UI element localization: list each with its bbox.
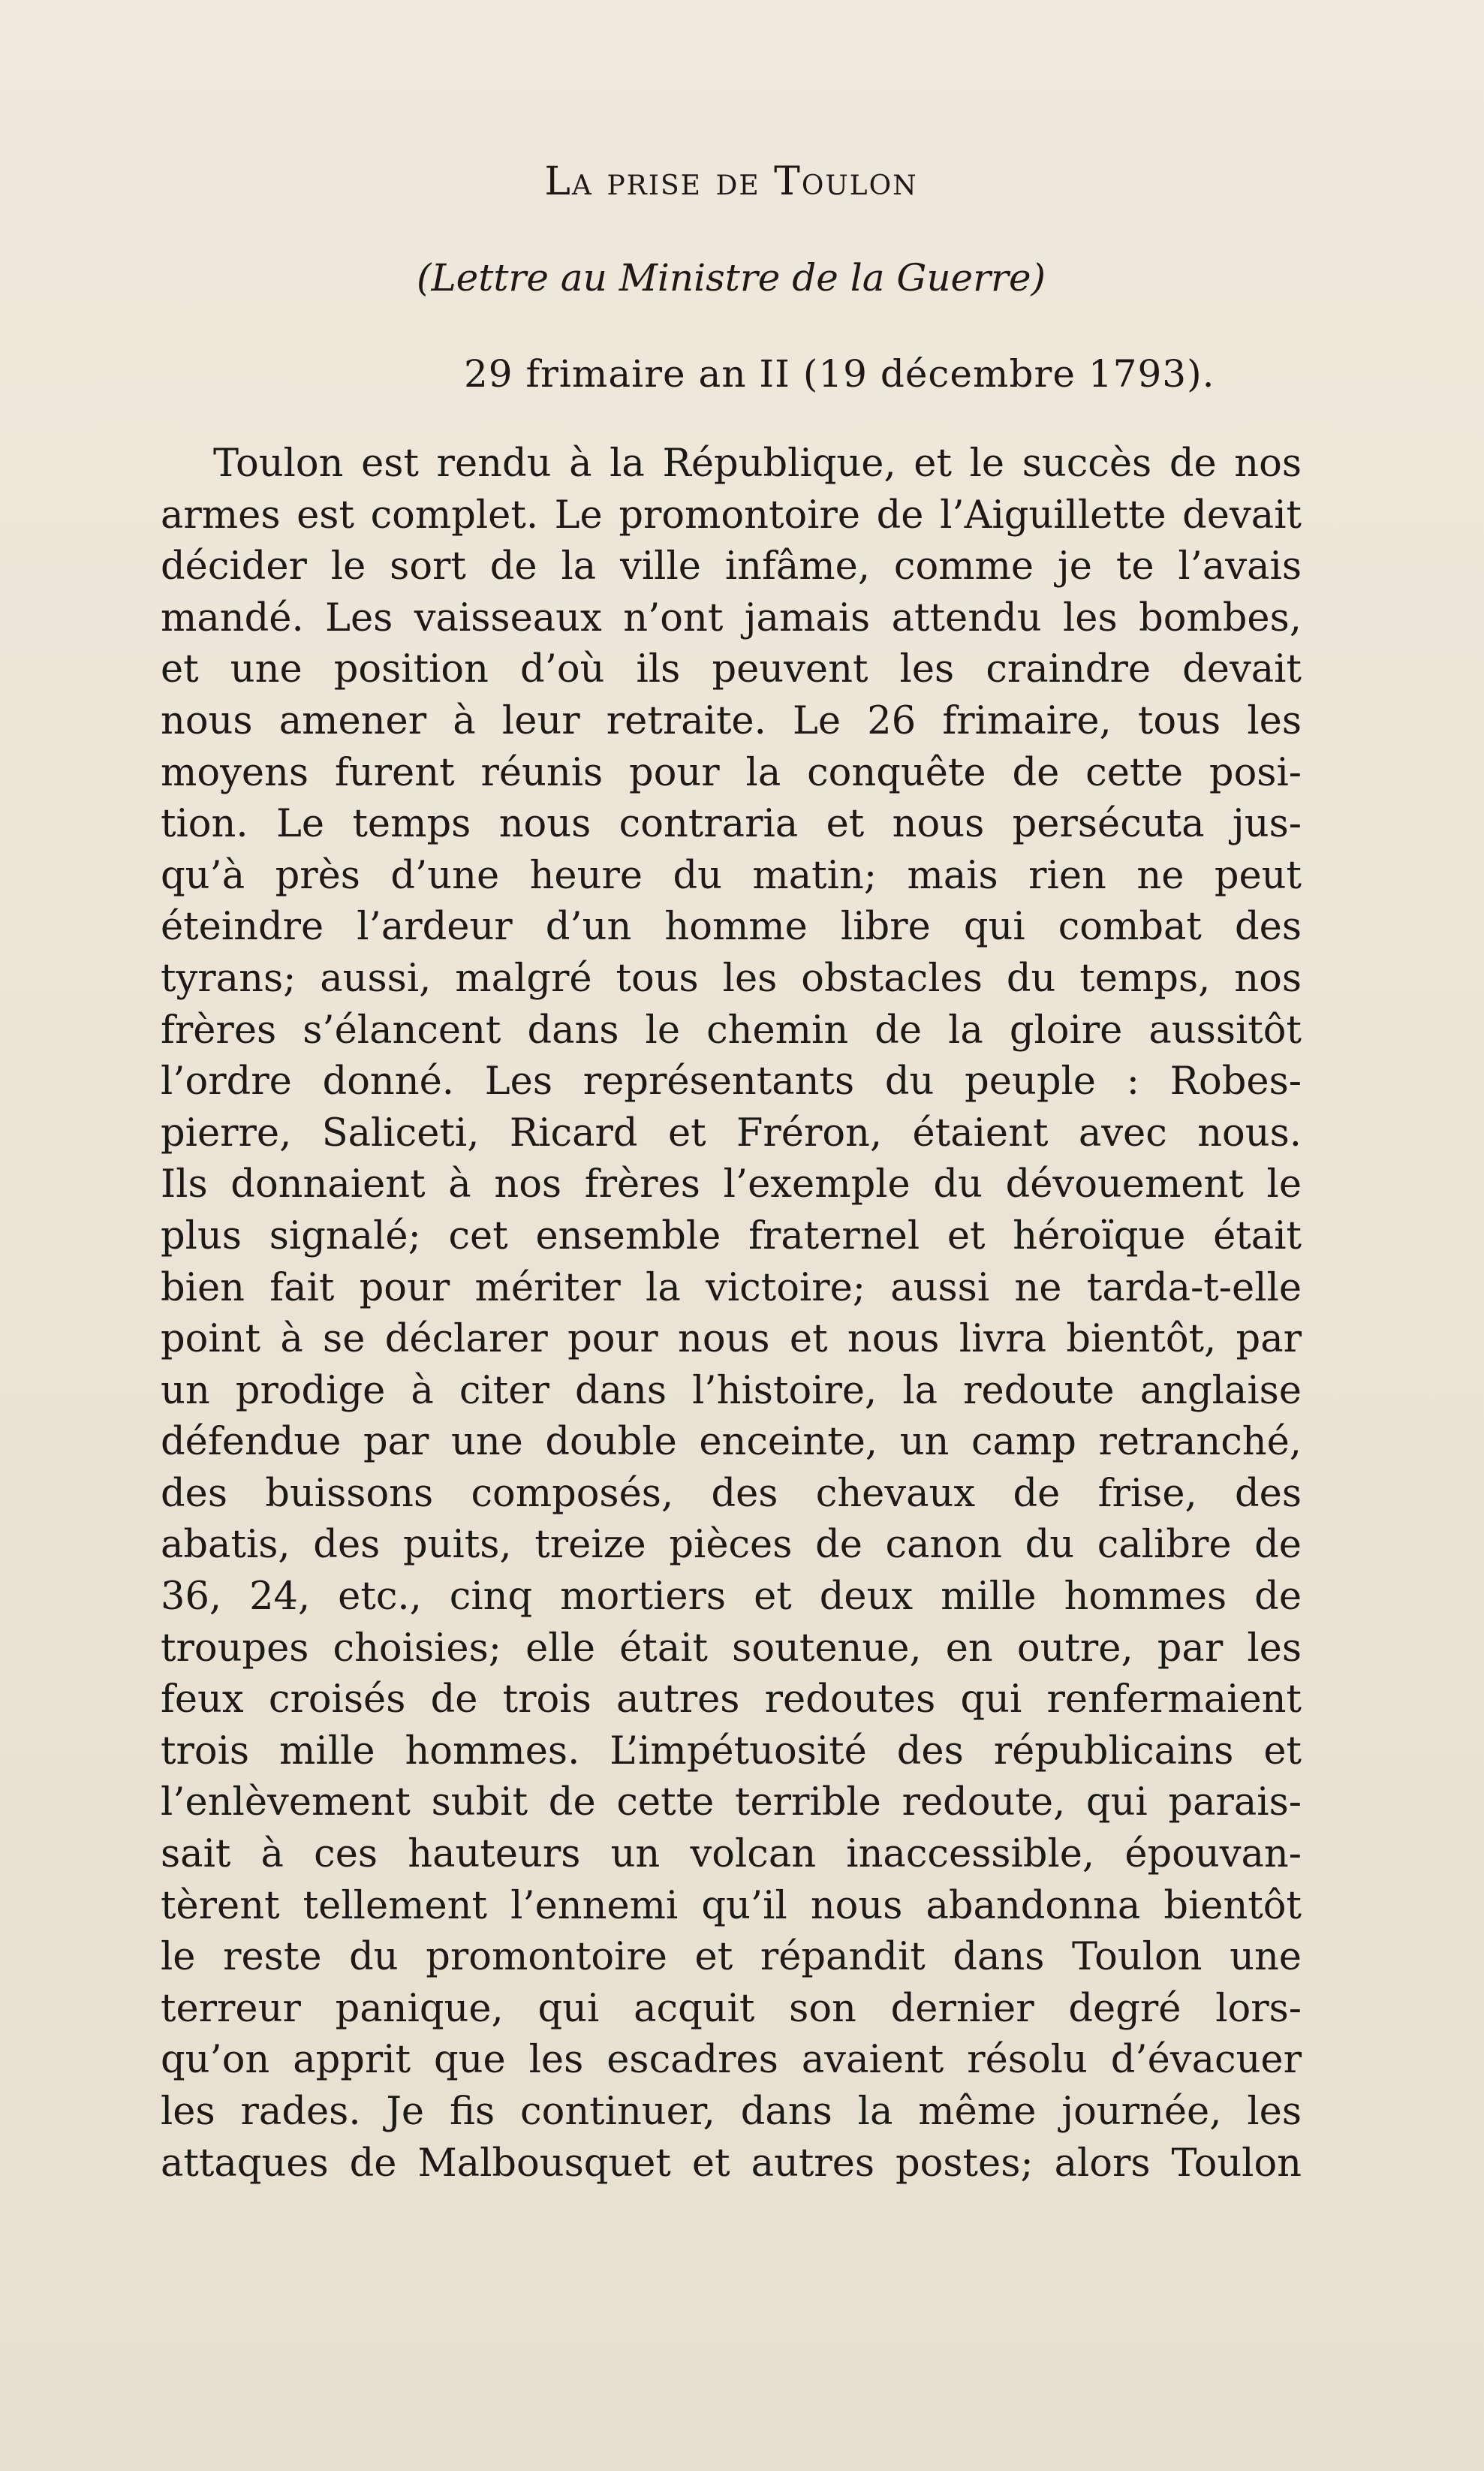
text-line: mandé. Les vaisseaux n’ont jamais attendu les bombes, <box>161 595 1302 640</box>
text-line: point à se déclarer pour nous et nous livra bientôt, par <box>161 1317 1302 1362</box>
text-line: bien fait pour mériter la victoire; aussi ne tarda-t-elle <box>161 1265 1302 1310</box>
text-line: et une position d’où ils peuvent les craindre devait <box>161 647 1302 692</box>
text-line: pierre, Saliceti, Ricard et Fréron, étaient avec nous. <box>161 1110 1302 1156</box>
text-line: armes est complet. Le promontoire de l’Aiguillette devait <box>161 493 1302 538</box>
text-line: des buissons composés, des chevaux de frise, des <box>161 1471 1302 1516</box>
text-line: nous amener à leur retraite. Le 26 frimaire, tous les <box>161 698 1302 743</box>
text-line: le reste du promontoire et répandit dans Toulon une <box>161 1935 1302 1980</box>
text-line: l’ordre donné. Les représentants du peuple : Robes- <box>161 1059 1302 1104</box>
chapter-subtitle: (Lettre au Ministre de la Guerre) <box>416 256 1046 300</box>
text-line: tyrans; aussi, malgré tous les obstacles du temps, nos <box>161 956 1302 1001</box>
page-content <box>161 150 1302 2189</box>
text-line: troupes choisies; elle était soutenue, en outre, par les <box>161 1626 1302 1671</box>
text-line: tèrent tellement l’ennemi qu’il nous abandonna bientôt <box>161 1883 1302 1928</box>
text-line: terreur panique, qui acquit son dernier degré lors- <box>161 1986 1302 2031</box>
text-line: attaques de Malbousquet et autres postes; alors Toulon <box>161 2141 1302 2186</box>
text-line: 36, 24, etc., cinq mortiers et deux mille hommes de <box>161 1575 1302 1620</box>
chapter-title: La prise de Toulon <box>544 159 918 204</box>
text-line: décider le sort de la ville infâme, comme je te l’avais <box>161 544 1302 589</box>
text-line: trois mille hommes. L’impétuosité des républicains et <box>161 1728 1302 1773</box>
text-line: qu’à près d’une heure du matin; mais rien ne peut <box>161 853 1302 898</box>
text-line: tion. Le temps nous contraria et nous persécuta jus- <box>161 802 1302 847</box>
text-line: feux croisés de trois autres redoutes qui renfermaient <box>161 1677 1302 1722</box>
text-line: un prodige à citer dans l’histoire, la redoute anglaise <box>161 1368 1302 1413</box>
text-line: abatis, des puits, treize pièces de canon du calibre de <box>161 1523 1302 1568</box>
text-line: qu’on apprit que les escadres avaient résolu d’évacuer <box>161 2038 1302 2083</box>
letter-body <box>161 438 1302 2189</box>
text-line: plus signalé; cet ensemble fraternel et héroïque était <box>161 1213 1302 1258</box>
text-line: les rades. Je fis continuer, dans la même journée, les <box>161 2090 1302 2134</box>
letter-date: 29 frimaire an II (19 décembre 1793). <box>464 352 1215 396</box>
text-line: éteindre l’ardeur d’un homme libre qui combat des <box>161 905 1302 950</box>
text-line: Toulon est rendu à la République, et le succès de nos <box>213 441 1302 486</box>
text-line: défendue par une double enceinte, un camp retranché, <box>161 1420 1302 1465</box>
text-line: moyens furent réunis pour la conquête de cette posi- <box>161 750 1302 795</box>
text-line: l’enlèvement subit de cette terrible redoute, qui parais- <box>161 1780 1302 1825</box>
text-line: sait à ces hauteurs un volcan inaccessible, épouvan- <box>161 1832 1302 1877</box>
text-line: frères s’élancent dans le chemin de la gloire aussitôt <box>161 1008 1302 1053</box>
text-line: Ils donnaient à nos frères l’exemple du dévouement le <box>161 1162 1302 1207</box>
